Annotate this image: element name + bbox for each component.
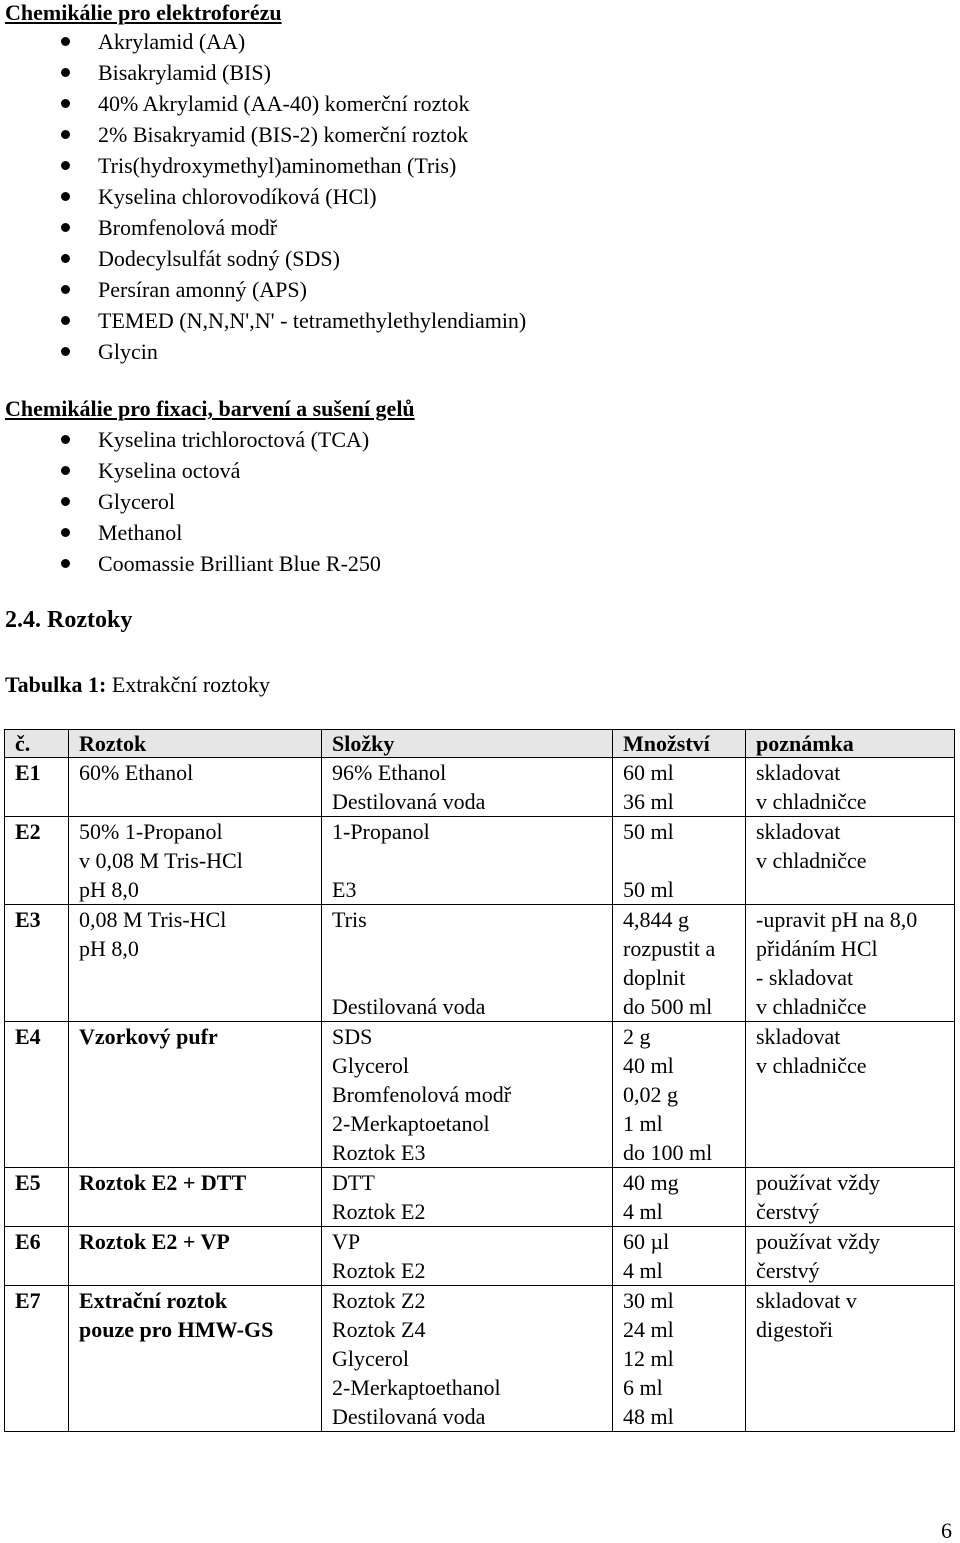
cell-id: E3: [5, 905, 69, 1022]
cell-line: Roztok E2 + VP: [79, 1229, 230, 1254]
table-row: [5, 1227, 955, 1286]
cell-line: E3: [332, 877, 357, 902]
cell-id: E2: [5, 817, 69, 905]
cell-line: pH 8,0: [79, 877, 139, 902]
cell-line: 60 µl: [623, 1229, 670, 1254]
list-item-label: Bromfenolová modř: [98, 215, 278, 240]
cell-line: 24 ml: [623, 1317, 674, 1342]
bullet-icon: [61, 254, 70, 263]
list-item: [0, 57, 526, 88]
list-item-label: Kyselina octová: [98, 458, 241, 483]
table-row: [5, 1168, 955, 1227]
cell-line: 12 ml: [623, 1346, 674, 1371]
list-item: [0, 548, 381, 579]
list-item: [0, 455, 381, 486]
cell-line: 2-Merkaptoethanol: [332, 1375, 501, 1400]
cell-line: 50 ml: [623, 819, 674, 844]
table-row: [5, 1286, 955, 1432]
cell-line: Roztok E2: [332, 1258, 426, 1283]
cell-id: E1: [5, 758, 69, 817]
solutions-table: [4, 729, 955, 1432]
cell-line: v chladničce: [756, 994, 867, 1019]
fixation-chemicals-list: [0, 424, 381, 579]
list-item: [0, 243, 526, 274]
cell-line: Destilovaná voda: [332, 789, 486, 814]
cell-line: 4,844 g: [623, 907, 689, 932]
cell-line: -upravit pH na 8,0: [756, 907, 918, 932]
cell-line: do 100 ml: [623, 1140, 713, 1165]
cell-line: [623, 846, 745, 875]
cell-roztok: [69, 1168, 322, 1227]
cell-poznamka: [746, 1227, 955, 1286]
cell-line: v chladničce: [756, 848, 867, 873]
cell-slozky: [322, 1227, 613, 1286]
cell-mnozstvi: [613, 1286, 746, 1432]
cell-roztok: [69, 1227, 322, 1286]
cell-mnozstvi: [613, 905, 746, 1022]
list-item-label: Coomassie Brilliant Blue R-250: [98, 551, 381, 576]
cell-line: 96% Ethanol: [332, 760, 447, 785]
cell-line: 60 ml: [623, 760, 674, 785]
list-item-label: Methanol: [98, 520, 183, 545]
heading-fixation-chemicals: Chemikálie pro fixaci, barvení a sušení gelů: [5, 396, 415, 421]
table-caption-label: Tabulka 1:: [5, 672, 107, 697]
cell-id: E7: [5, 1286, 69, 1432]
list-item: [0, 181, 526, 212]
list-item: [0, 305, 526, 336]
table-caption-text: Extrakční roztoky: [106, 672, 271, 697]
list-item-label: Kyselina trichloroctová (TCA): [98, 427, 370, 452]
cell-id: E4: [5, 1022, 69, 1168]
cell-line: skladovat: [756, 1024, 841, 1049]
cell-mnozstvi: [613, 758, 746, 817]
cell-line: VP: [332, 1229, 361, 1254]
cell-line: Extrační roztok: [79, 1288, 228, 1313]
cell-slozky: [322, 905, 613, 1022]
list-item-label: Glycin: [98, 339, 158, 364]
cell-line: Tris: [332, 907, 367, 932]
cell-line: v chladničce: [756, 1053, 867, 1078]
heading-electrophoresis-chemicals: Chemikálie pro elektroforézu: [5, 0, 282, 25]
bullet-icon: [61, 316, 70, 325]
list-item: [0, 336, 526, 367]
cell-roztok: [69, 817, 322, 905]
cell-line: používat vždy: [756, 1229, 881, 1254]
list-item: [0, 486, 381, 517]
bullet-icon: [61, 192, 70, 201]
list-item: [0, 88, 526, 119]
cell-poznamka: [746, 758, 955, 817]
table-row: [5, 758, 955, 817]
cell-line: skladovat v: [756, 1288, 857, 1313]
bullet-icon: [61, 68, 70, 77]
electrophoresis-chemicals-list: [0, 26, 526, 367]
cell-line: [332, 846, 612, 875]
cell-line: 2 g: [623, 1024, 651, 1049]
cell-id: E6: [5, 1227, 69, 1286]
cell-line: Roztok E2: [332, 1199, 426, 1224]
page-number: 6: [941, 1518, 952, 1543]
table-caption: [5, 672, 270, 698]
cell-line: Roztok E2 + DTT: [79, 1170, 247, 1195]
table-row: [5, 817, 955, 905]
list-item: [0, 119, 526, 150]
cell-mnozstvi: [613, 1022, 746, 1168]
table-row: [5, 905, 955, 1022]
bullet-icon: [61, 497, 70, 506]
list-item-label: Kyselina chlorovodíková (HCl): [98, 184, 377, 209]
bullet-icon: [61, 99, 70, 108]
cell-poznamka: [746, 817, 955, 905]
cell-line: 40 mg: [623, 1170, 679, 1195]
cell-line: 2-Merkaptoetanol: [332, 1111, 490, 1136]
bullet-icon: [61, 223, 70, 232]
bullet-icon: [61, 285, 70, 294]
cell-line: do 500 ml: [623, 994, 713, 1019]
cell-line: pouze pro HMW-GS: [79, 1317, 274, 1342]
cell-line: 50% 1-Propanol: [79, 819, 223, 844]
header-roztok: Roztok: [69, 730, 322, 758]
cell-line: rozpustit a: [623, 936, 716, 961]
cell-poznamka: [746, 1286, 955, 1432]
list-item: [0, 150, 526, 181]
bullet-icon: [61, 466, 70, 475]
cell-line: přidáním HCl: [756, 936, 878, 961]
cell-line: 60% Ethanol: [79, 760, 194, 785]
cell-line: [332, 934, 612, 963]
cell-line: SDS: [332, 1024, 373, 1049]
list-item-label: Persíran amonný (APS): [98, 277, 307, 302]
cell-line: 6 ml: [623, 1375, 663, 1400]
bullet-icon: [61, 559, 70, 568]
bullet-icon: [61, 161, 70, 170]
list-item: [0, 274, 526, 305]
cell-line: Destilovaná voda: [332, 1404, 486, 1429]
cell-line: Bromfenolová modř: [332, 1082, 512, 1107]
cell-id: E5: [5, 1168, 69, 1227]
cell-slozky: [322, 758, 613, 817]
cell-line: skladovat: [756, 760, 841, 785]
cell-line: 0,08 M Tris-HCl: [79, 907, 227, 932]
list-item: [0, 517, 381, 548]
list-item: [0, 26, 526, 57]
bullet-icon: [61, 528, 70, 537]
cell-line: Glycerol: [332, 1053, 409, 1078]
cell-slozky: [322, 1022, 613, 1168]
cell-line: 30 ml: [623, 1288, 674, 1313]
cell-roztok: [69, 1022, 322, 1168]
cell-slozky: [322, 817, 613, 905]
cell-mnozstvi: [613, 1168, 746, 1227]
bullet-icon: [61, 37, 70, 46]
cell-line: skladovat: [756, 819, 841, 844]
cell-line: Vzorkový pufr: [79, 1024, 218, 1049]
cell-line: 48 ml: [623, 1404, 674, 1429]
cell-roztok: [69, 1286, 322, 1432]
cell-roztok: [69, 758, 322, 817]
bullet-icon: [61, 435, 70, 444]
list-item: [0, 424, 381, 455]
cell-mnozstvi: [613, 1227, 746, 1286]
cell-line: 1 ml: [623, 1111, 663, 1136]
list-item-label: 2% Bisakryamid (BIS-2) komerční roztok: [98, 122, 469, 147]
list-item-label: Dodecylsulfát sodný (SDS): [98, 246, 340, 271]
cell-line: v chladničce: [756, 789, 867, 814]
cell-slozky: [322, 1168, 613, 1227]
list-item-label: Tris(hydroxymethyl)aminomethan (Tris): [98, 153, 457, 178]
list-item: [0, 212, 526, 243]
bullet-icon: [61, 130, 70, 139]
cell-line: používat vždy: [756, 1170, 881, 1195]
cell-line: 4 ml: [623, 1199, 663, 1224]
header-cislo: č.: [5, 730, 69, 758]
cell-line: Glycerol: [332, 1346, 409, 1371]
cell-line: Roztok Z4: [332, 1317, 426, 1342]
list-item-label: Bisakrylamid (BIS): [98, 60, 271, 85]
cell-line: Roztok Z2: [332, 1288, 426, 1313]
header-mnozstvi: Množství: [613, 730, 746, 758]
cell-line: čerstvý: [756, 1258, 820, 1283]
header-slozky: Složky: [322, 730, 613, 758]
table-header-row: [5, 730, 955, 758]
table-row: [5, 1022, 955, 1168]
cell-line: digestoři: [756, 1317, 833, 1342]
cell-line: DTT: [332, 1170, 375, 1195]
cell-line: 0,02 g: [623, 1082, 678, 1107]
cell-line: doplnit: [623, 965, 686, 990]
cell-poznamka: [746, 1022, 955, 1168]
list-item-label: TEMED (N,N,N',N' - tetramethylethylendiamin): [98, 308, 527, 333]
cell-line: 4 ml: [623, 1258, 663, 1283]
cell-line: 40 ml: [623, 1053, 674, 1078]
header-poznamka: poznámka: [746, 730, 955, 758]
cell-poznamka: [746, 905, 955, 1022]
cell-line: 50 ml: [623, 877, 674, 902]
cell-line: čerstvý: [756, 1199, 820, 1224]
cell-line: - skladovat: [756, 965, 854, 990]
cell-line: Roztok E3: [332, 1140, 426, 1165]
list-item-label: 40% Akrylamid (AA-40) komerční roztok: [98, 91, 470, 116]
cell-line: v 0,08 M Tris-HCl: [79, 848, 243, 873]
bullet-icon: [61, 347, 70, 356]
cell-line: 36 ml: [623, 789, 674, 814]
cell-roztok: [69, 905, 322, 1022]
cell-mnozstvi: [613, 817, 746, 905]
cell-line: 1-Propanol: [332, 819, 430, 844]
cell-slozky: [322, 1286, 613, 1432]
cell-line: Destilovaná voda: [332, 994, 486, 1019]
cell-line: pH 8,0: [79, 936, 139, 961]
section-title: 2.4. Roztoky: [5, 607, 133, 633]
list-item-label: Akrylamid (AA): [98, 29, 246, 54]
cell-line: [332, 963, 612, 992]
list-item-label: Glycerol: [98, 489, 175, 514]
cell-poznamka: [746, 1168, 955, 1227]
